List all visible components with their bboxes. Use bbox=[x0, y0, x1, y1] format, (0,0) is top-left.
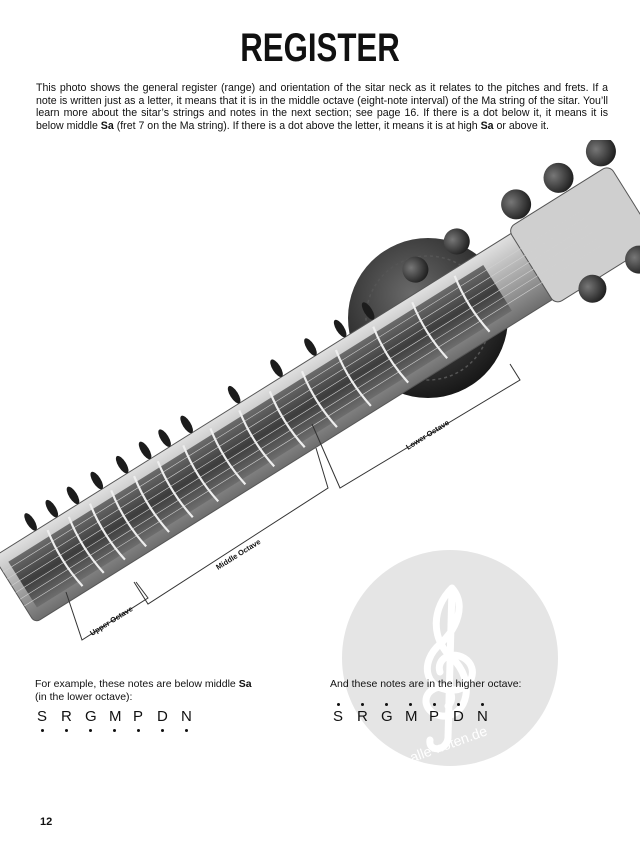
middle-octave-label: Middle Octave bbox=[214, 537, 263, 572]
higher-note-p: P bbox=[429, 708, 453, 725]
intro-text-2: (fret 7 on the Ma string). If there is a dot above the letter, it means it is at high bbox=[113, 119, 481, 132]
higher-example-line1: And these notes are in the higher octave: bbox=[330, 678, 522, 690]
intro-text-1: This photo shows the general register (range) and orientation of the sitar neck as it relates to the pitches and frets. If a note is written just as a letter, it means that it is in the middle octave (eight-note interval) of the Ma string of the sitar. You’ll learn more about the sitar’s strings and notes in the next section; see page 16. If there is a dot below it, it means it is below middle bbox=[36, 82, 608, 132]
lower-example-bold-sa: Sa bbox=[238, 678, 252, 690]
upper-octave-label: Upper Octave bbox=[88, 604, 135, 638]
higher-note-s: S bbox=[333, 708, 357, 725]
lower-note-d: D bbox=[157, 708, 181, 725]
lower-note-r: R bbox=[61, 708, 85, 725]
lower-octave-example-caption bbox=[35, 678, 252, 703]
lower-note-p: P bbox=[133, 708, 157, 725]
lower-note-m: M bbox=[109, 708, 133, 725]
intro-bold-sa-2: Sa bbox=[480, 119, 494, 132]
intro-text-3: or above it. bbox=[493, 119, 549, 132]
lower-note-g: G bbox=[85, 708, 109, 725]
treble-clef-watermark bbox=[340, 548, 560, 768]
lower-example-line2: (in the lower octave): bbox=[35, 690, 133, 703]
higher-note-n: N bbox=[477, 708, 501, 725]
intro-paragraph bbox=[36, 82, 608, 132]
lower-note-n: N bbox=[181, 708, 205, 725]
page-number: 12 bbox=[40, 816, 53, 828]
higher-octave-example-caption bbox=[330, 678, 521, 691]
page-title: REGISTER bbox=[240, 26, 400, 70]
higher-note-g: G bbox=[381, 708, 405, 725]
lower-note-s: S bbox=[37, 708, 61, 725]
higher-note-d: D bbox=[453, 708, 477, 725]
lower-example-line1: For example, these notes are below middle bbox=[35, 678, 239, 690]
higher-note-m: M bbox=[405, 708, 429, 725]
higher-note-r: R bbox=[357, 708, 381, 725]
higher-octave-notes bbox=[333, 708, 501, 725]
lower-octave-label: Lower Octave bbox=[404, 417, 451, 452]
intro-bold-sa-1: Sa bbox=[100, 119, 114, 132]
lower-octave-notes bbox=[37, 708, 205, 725]
watermark-text: alle-noten.de bbox=[407, 722, 490, 766]
